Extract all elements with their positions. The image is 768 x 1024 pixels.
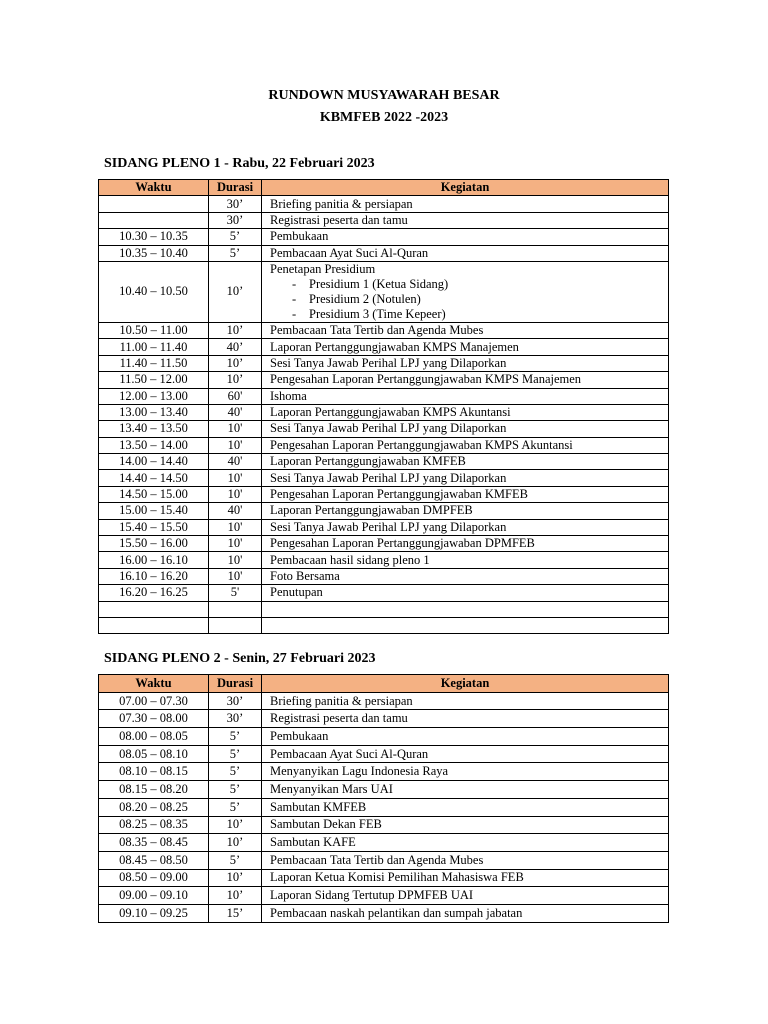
cell-waktu: 16.00 – 16.10 <box>99 552 209 568</box>
table-row <box>99 212 669 228</box>
cell-kegiatan <box>262 617 669 633</box>
cell-waktu: 08.10 – 08.15 <box>99 763 209 781</box>
table-row <box>99 552 669 568</box>
cell-kegiatan: Pembukaan <box>262 728 669 746</box>
cell-kegiatan: Sesi Tanya Jawab Perihal LPJ yang Dilaporkan <box>262 355 669 371</box>
cell-waktu: 14.00 – 14.40 <box>99 454 209 470</box>
table-row <box>99 692 669 710</box>
cell-durasi: 10' <box>209 568 262 584</box>
table-row <box>99 601 669 617</box>
list-item: - Presidium 3 (Time Kepeer) <box>292 307 668 322</box>
cell-kegiatan: Sambutan KMFEB <box>262 798 669 816</box>
cell-durasi: 5’ <box>209 798 262 816</box>
table-row <box>99 745 669 763</box>
cell-waktu: 10.40 – 10.50 <box>99 261 209 322</box>
cell-durasi: 10’ <box>209 887 262 905</box>
cell-waktu: 08.25 – 08.35 <box>99 816 209 834</box>
cell-kegiatan: Laporan Pertanggungjawaban KMFEB <box>262 454 669 470</box>
cell-waktu: 16.10 – 16.20 <box>99 568 209 584</box>
cell-durasi: 10’ <box>209 355 262 371</box>
table-row <box>99 421 669 437</box>
cell-kegiatan: Laporan Sidang Tertutup DPMFEB UAI <box>262 887 669 905</box>
cell-kegiatan: Pengesahan Laporan Pertanggungjawaban KMPS Akuntansi <box>262 437 669 453</box>
cell-kegiatan: Registrasi peserta dan tamu <box>262 212 669 228</box>
table-row <box>99 372 669 388</box>
table-row <box>99 355 669 371</box>
table-row <box>99 536 669 552</box>
cell-waktu <box>99 601 209 617</box>
header-waktu: Waktu <box>99 675 209 693</box>
cell-waktu: 11.50 – 12.00 <box>99 372 209 388</box>
cell-waktu: 08.20 – 08.25 <box>99 798 209 816</box>
cell-waktu: 16.20 – 16.25 <box>99 585 209 601</box>
cell-durasi: 10' <box>209 470 262 486</box>
cell-durasi: 5’ <box>209 763 262 781</box>
table-row <box>99 519 669 535</box>
cell-waktu: 13.50 – 14.00 <box>99 437 209 453</box>
cell-durasi: 15’ <box>209 904 262 922</box>
cell-kegiatan: Sambutan KAFE <box>262 834 669 852</box>
table-row <box>99 869 669 887</box>
cell-waktu: 14.40 – 14.50 <box>99 470 209 486</box>
cell-kegiatan: Laporan Pertanggungjawaban DMPFEB <box>262 503 669 519</box>
cell-waktu: 10.50 – 11.00 <box>99 322 209 338</box>
list-item: - Presidium 2 (Notulen) <box>292 292 668 307</box>
table-row <box>99 339 669 355</box>
header-kegiatan: Kegiatan <box>262 180 669 196</box>
cell-waktu: 15.50 – 16.00 <box>99 536 209 552</box>
cell-durasi: 10’ <box>209 869 262 887</box>
cell-waktu: 11.40 – 11.50 <box>99 355 209 371</box>
cell-waktu: 13.40 – 13.50 <box>99 421 209 437</box>
cell-kegiatan: Registrasi peserta dan tamu <box>262 710 669 728</box>
cell-durasi: 30’ <box>209 196 262 212</box>
cell-kegiatan: Ishoma <box>262 388 669 404</box>
cell-kegiatan: Pengesahan Laporan Pertanggungjawaban KMPS Manajemen <box>262 372 669 388</box>
table-row <box>99 568 669 584</box>
cell-kegiatan: Pengesahan Laporan Pertanggungjawaban DPMFEB <box>262 536 669 552</box>
cell-kegiatan: Penutupan <box>262 585 669 601</box>
session-1-table <box>98 179 669 634</box>
cell-waktu: 10.30 – 10.35 <box>99 229 209 245</box>
cell-kegiatan: Foto Bersama <box>262 568 669 584</box>
cell-kegiatan: Pembukaan <box>262 229 669 245</box>
table-row <box>99 904 669 922</box>
table-row <box>99 851 669 869</box>
table-row <box>99 503 669 519</box>
table-row <box>99 617 669 633</box>
cell-waktu: 14.50 – 15.00 <box>99 486 209 502</box>
cell-durasi: 10' <box>209 519 262 535</box>
table-row <box>99 834 669 852</box>
cell-durasi: 10' <box>209 437 262 453</box>
table-row <box>99 486 669 502</box>
cell-durasi: 10’ <box>209 261 262 322</box>
cell-kegiatan <box>262 601 669 617</box>
cell-durasi: 40’ <box>209 339 262 355</box>
table-header-row <box>99 675 669 693</box>
cell-waktu: 12.00 – 13.00 <box>99 388 209 404</box>
cell-kegiatan <box>262 261 669 322</box>
cell-kegiatan: Laporan Pertanggungjawaban KMPS Akuntansi <box>262 404 669 420</box>
session-2-table <box>98 674 669 923</box>
cell-kegiatan: Sesi Tanya Jawab Perihal LPJ yang Dilaporkan <box>262 421 669 437</box>
cell-waktu: 08.15 – 08.20 <box>99 781 209 799</box>
header-waktu: Waktu <box>99 180 209 196</box>
cell-durasi: 40' <box>209 503 262 519</box>
cell-durasi: 5’ <box>209 851 262 869</box>
table-row <box>99 196 669 212</box>
document-title: RUNDOWN MUSYAWARAH BESAR <box>268 88 500 103</box>
table-row <box>99 404 669 420</box>
table-row <box>99 887 669 905</box>
cell-durasi: 10’ <box>209 322 262 338</box>
cell-waktu: 09.00 – 09.10 <box>99 887 209 905</box>
header-kegiatan: Kegiatan <box>262 675 669 693</box>
cell-durasi: 5’ <box>209 781 262 799</box>
cell-kegiatan: Laporan Pertanggungjawaban KMPS Manajemen <box>262 339 669 355</box>
cell-durasi: 40' <box>209 404 262 420</box>
cell-durasi: 5' <box>209 585 262 601</box>
presidium-heading: Penetapan Presidium <box>270 261 376 276</box>
session-2-heading: SIDANG PLENO 2 - Senin, 27 Februari 2023 <box>104 651 376 666</box>
cell-waktu <box>99 196 209 212</box>
cell-kegiatan: Pembacaan Ayat Suci Al-Quran <box>262 745 669 763</box>
table-row <box>99 245 669 261</box>
cell-waktu: 07.00 – 07.30 <box>99 692 209 710</box>
cell-kegiatan: Menyanyikan Lagu Indonesia Raya <box>262 763 669 781</box>
cell-durasi: 10’ <box>209 372 262 388</box>
cell-kegiatan: Sambutan Dekan FEB <box>262 816 669 834</box>
presidium-list <box>270 277 668 322</box>
cell-kegiatan: Pengesahan Laporan Pertanggungjawaban KMFEB <box>262 486 669 502</box>
cell-durasi: 30’ <box>209 692 262 710</box>
cell-waktu: 15.00 – 15.40 <box>99 503 209 519</box>
cell-durasi: 5’ <box>209 229 262 245</box>
cell-waktu: 07.30 – 08.00 <box>99 710 209 728</box>
cell-durasi: 10' <box>209 552 262 568</box>
cell-waktu: 09.10 – 09.25 <box>99 904 209 922</box>
cell-kegiatan: Pembacaan Tata Tertib dan Agenda Mubes <box>262 322 669 338</box>
table-row <box>99 816 669 834</box>
cell-waktu: 08.00 – 08.05 <box>99 728 209 746</box>
cell-durasi: 10’ <box>209 816 262 834</box>
session-1-heading: SIDANG PLENO 1 - Rabu, 22 Februari 2023 <box>104 156 375 171</box>
cell-durasi: 30’ <box>209 212 262 228</box>
cell-waktu: 08.50 – 09.00 <box>99 869 209 887</box>
list-item: - Presidium 1 (Ketua Sidang) <box>292 277 668 292</box>
cell-kegiatan: Pembacaan Tata Tertib dan Agenda Mubes <box>262 851 669 869</box>
cell-durasi: 5’ <box>209 245 262 261</box>
cell-waktu: 08.35 – 08.45 <box>99 834 209 852</box>
cell-durasi <box>209 601 262 617</box>
cell-waktu: 13.00 – 13.40 <box>99 404 209 420</box>
cell-durasi: 60' <box>209 388 262 404</box>
table-row <box>99 454 669 470</box>
cell-kegiatan: Briefing panitia & persiapan <box>262 692 669 710</box>
cell-durasi: 10’ <box>209 834 262 852</box>
cell-durasi: 10' <box>209 536 262 552</box>
cell-kegiatan: Menyanyikan Mars UAI <box>262 781 669 799</box>
cell-durasi: 40' <box>209 454 262 470</box>
document-subtitle: KBMFEB 2022 -2023 <box>319 110 449 125</box>
cell-waktu: 10.35 – 10.40 <box>99 245 209 261</box>
table-row <box>99 437 669 453</box>
cell-durasi: 5’ <box>209 728 262 746</box>
cell-durasi: 30’ <box>209 710 262 728</box>
cell-waktu: 15.40 – 15.50 <box>99 519 209 535</box>
table-row <box>99 388 669 404</box>
cell-waktu: 08.05 – 08.10 <box>99 745 209 763</box>
table-row <box>99 728 669 746</box>
cell-waktu: 08.45 – 08.50 <box>99 851 209 869</box>
cell-waktu: 11.00 – 11.40 <box>99 339 209 355</box>
cell-kegiatan: Pembacaan hasil sidang pleno 1 <box>262 552 669 568</box>
cell-durasi: 10' <box>209 486 262 502</box>
table-row <box>99 261 669 322</box>
table-row <box>99 798 669 816</box>
header-durasi: Durasi <box>209 180 262 196</box>
table-row <box>99 585 669 601</box>
cell-durasi <box>209 617 262 633</box>
cell-durasi: 10' <box>209 421 262 437</box>
table-row <box>99 229 669 245</box>
table-header-row <box>99 180 669 196</box>
cell-durasi: 5’ <box>209 745 262 763</box>
cell-kegiatan: Pembacaan naskah pelantikan dan sumpah jabatan <box>262 904 669 922</box>
table-row <box>99 763 669 781</box>
cell-kegiatan: Sesi Tanya Jawab Perihal LPJ yang Dilaporkan <box>262 470 669 486</box>
cell-kegiatan: Briefing panitia & persiapan <box>262 196 669 212</box>
cell-waktu <box>99 617 209 633</box>
table-row <box>99 470 669 486</box>
table-row <box>99 781 669 799</box>
table-row <box>99 710 669 728</box>
cell-kegiatan: Sesi Tanya Jawab Perihal LPJ yang Dilaporkan <box>262 519 669 535</box>
header-durasi: Durasi <box>209 675 262 693</box>
cell-kegiatan: Pembacaan Ayat Suci Al-Quran <box>262 245 669 261</box>
cell-kegiatan: Laporan Ketua Komisi Pemilihan Mahasiswa FEB <box>262 869 669 887</box>
cell-waktu <box>99 212 209 228</box>
table-row <box>99 322 669 338</box>
